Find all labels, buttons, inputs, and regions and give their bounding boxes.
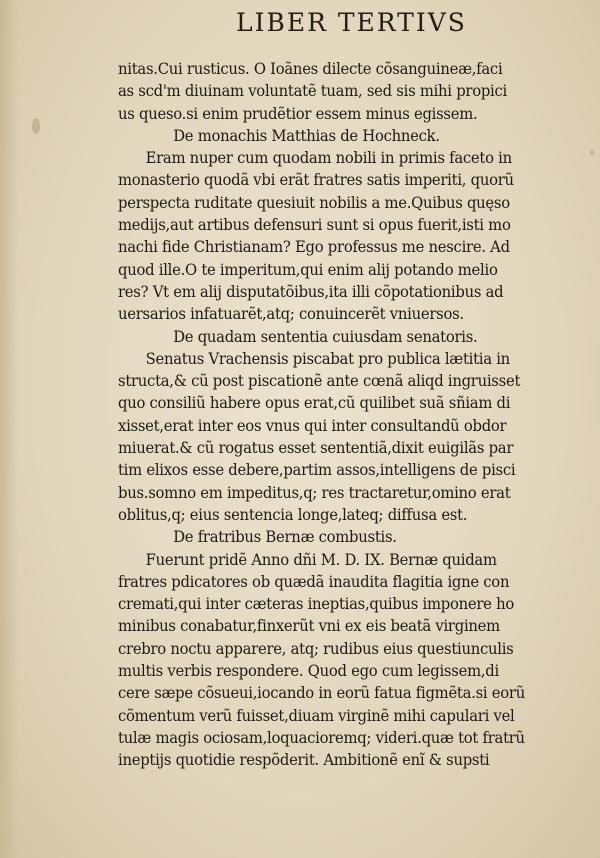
text-line: us queso.si enim prudẽtior essem minus egissem. xyxy=(118,103,478,123)
running-head: LIBER TERTIVS xyxy=(236,8,467,37)
text-line: as scd'm diuinam voluntatẽ tuam, sed sis mihi propici xyxy=(118,81,507,101)
text-line: medijs,aut artibus defensuri sunt si opus fuerit,isti mo xyxy=(118,215,511,235)
text-line: uersarios infatuarẽt,atq; conuincerẽt vniuersos. xyxy=(118,304,464,324)
text-line: Fuerunt pridẽ Anno dñi M. D. IX. Bernæ quidam xyxy=(145,549,497,569)
text-line: tulæ magis ociosam,loquacioremq; videri.quæ tot fratrũ xyxy=(118,727,525,747)
text-line: fratres pdicatores ob quædã inaudita flagitia igne con xyxy=(118,571,510,591)
text-line: Eram nuper cum quodam nobili in primis faceto in xyxy=(145,148,512,168)
text-line: Senatus Vrachensis piscabat pro publica lætitia in xyxy=(145,348,510,368)
text-line: multis verbis respondere. Quod ego cum legissem,di xyxy=(118,661,499,681)
text-block xyxy=(118,58,578,772)
text-line: tim elixos esse debere,partim assos,intelligens de pisci xyxy=(118,460,516,480)
text-line: res? Vt em alij disputatõibus,ita illi cõpotationibus ad xyxy=(118,281,504,301)
section-heading: De fratribus Bernæ combustis. xyxy=(173,527,397,547)
text-line: ineptijs quotidie respõderit. Ambitionẽ enĩ & supsti xyxy=(118,750,490,770)
text-line: crebro noctu apparere, atq; rudibus eius questiunculis xyxy=(118,638,514,658)
text-line: xisset,erat inter eos vnus qui inter consultandũ obdor xyxy=(118,415,507,435)
text-line: nachi fide Christianam? Ego professus me nescire. Ad xyxy=(118,237,510,257)
page-gutter-shadow xyxy=(0,0,18,858)
text-line: miuerat.& cũ rogatus esset sententiã,dixit euigilãs par xyxy=(118,438,514,458)
text-line: bus.somno em impeditus,q; res tractaretur,omino erat xyxy=(118,482,511,502)
text-line: oblitus,q; eius sentencia longe,lateq; diffusa est. xyxy=(118,504,468,524)
text-line: quod ille.O te imperitum,qui enim alij potando melio xyxy=(118,259,498,279)
paper-stain xyxy=(32,118,40,134)
text-line: monasterio quodã vbi erãt fratres satis imperiti, quorũ xyxy=(118,170,514,190)
text-line: perspecta ruditate quesiuit nobilis a me.Quibus quęso xyxy=(118,192,510,212)
text-line: minibus conabatur,finxerũt vni ex eis beatã virginem xyxy=(118,616,500,636)
section-heading: De monachis Matthias de Hochneck. xyxy=(173,125,440,145)
text-line: cere sæpe cõsueui,iocando in eorũ fatua figmẽta.si eorũ xyxy=(118,683,525,703)
text-line: cõmentum verũ fuisset,diuam virginẽ mihi capulari vel xyxy=(118,705,515,725)
paper-stain xyxy=(590,150,594,155)
text-line: nitas.Cui rusticus. O Ioãnes dilecte cõsanguineæ,faci xyxy=(118,59,503,78)
text-line: quo consiliũ habere opus erat,cũ quilibet suã sñiam di xyxy=(118,393,511,413)
text-line: structa,& cũ post piscationẽ ante cœnã aliqd ingruisset xyxy=(118,371,521,391)
section-heading: De quadam sententia cuiusdam senatoris. xyxy=(173,326,478,346)
text-line: cremati,qui inter cæteras ineptias,quibus imponere ho xyxy=(118,594,514,614)
